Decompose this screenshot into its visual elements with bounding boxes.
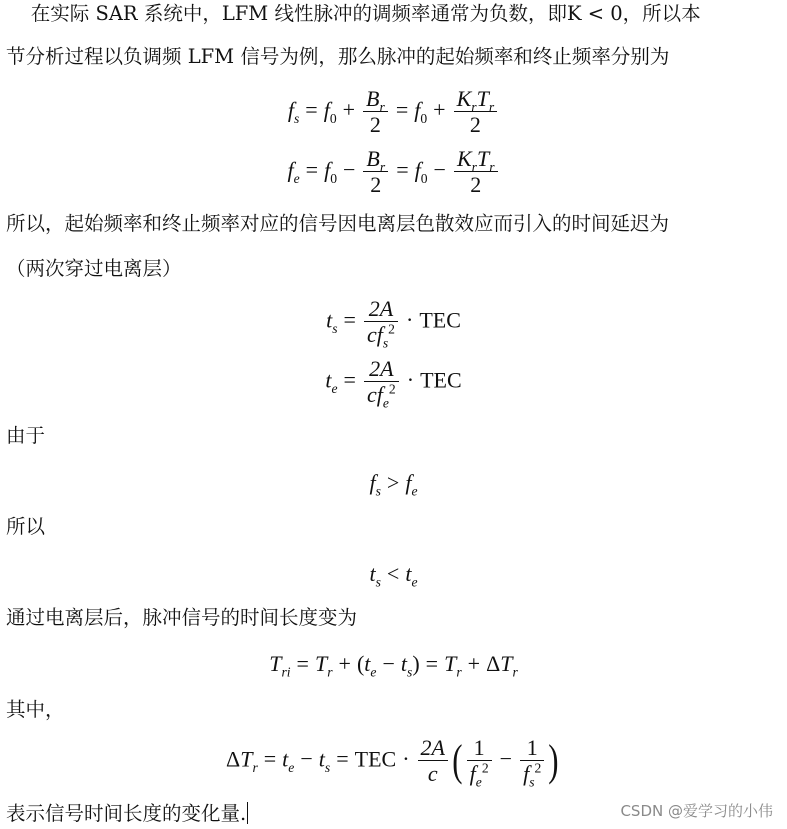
delay-line-1: 所以，起始频率和终止频率对应的信号因电离层色散效应而引入的时间延迟为 — [6, 212, 670, 235]
intro-line-1: 在实际 SAR 系统中，LFM 线性脉冲的调频率通常为负数，即K < 0，所以本 — [30, 2, 701, 25]
equation-pulse-duration: $T_{ri} = T_r + (t_e - t_s) = T_r + \Delta T_r$ — [269, 651, 518, 680]
therefore-label: 所以 — [6, 515, 46, 538]
equation-duration-change: $\Delta T_r = t_e - t_s$ = TEC · $\frac{2A}{c}$ ( $\frac{1}{f_e^2}$ − $\frac{1}{f_s^2}$ ) — [226, 735, 559, 790]
intro-line-2: 节分析过程以负调频 LFM 信号为例，那么脉冲的起始频率和终止频率分别为 — [6, 45, 670, 68]
since-label: 由于 — [6, 424, 46, 447]
conclusion-line: 表示信号时间长度的变化量. — [6, 802, 247, 825]
equation-start-delay: $t_s$ = $\frac{2A}{cf_s^2}$ · TEC — [326, 296, 461, 351]
csdn-watermark: CSDN @爱学习的小伟 — [620, 802, 773, 820]
where-label: 其中， — [6, 698, 65, 721]
text-cursor — [247, 802, 248, 824]
after-ionosphere-line: 通过电离层后，脉冲信号的时间长度变为 — [6, 606, 358, 629]
equation-start-frequency: $f_s = f_0$ + $\frac{B_r}{2}$ = $f_0$ + $\frac{K_rT_r}{2}$ — [0, 86, 787, 139]
equation-end-delay: $t_e$ = $\frac{2A}{cf_e^2}$ · TEC — [325, 356, 462, 411]
delay-line-2: （两次穿过电离层） — [6, 257, 182, 280]
equation-delay-inequality: $t_s < t_e$ — [369, 561, 418, 590]
equation-end-frequency: $f_e = f_0$ − $\frac{B_r}{2}$ = $f_0$ − $\frac{K_rT_r}{2}$ — [0, 146, 787, 199]
equation-frequency-inequality: $f_s > f_e$ — [369, 470, 418, 499]
